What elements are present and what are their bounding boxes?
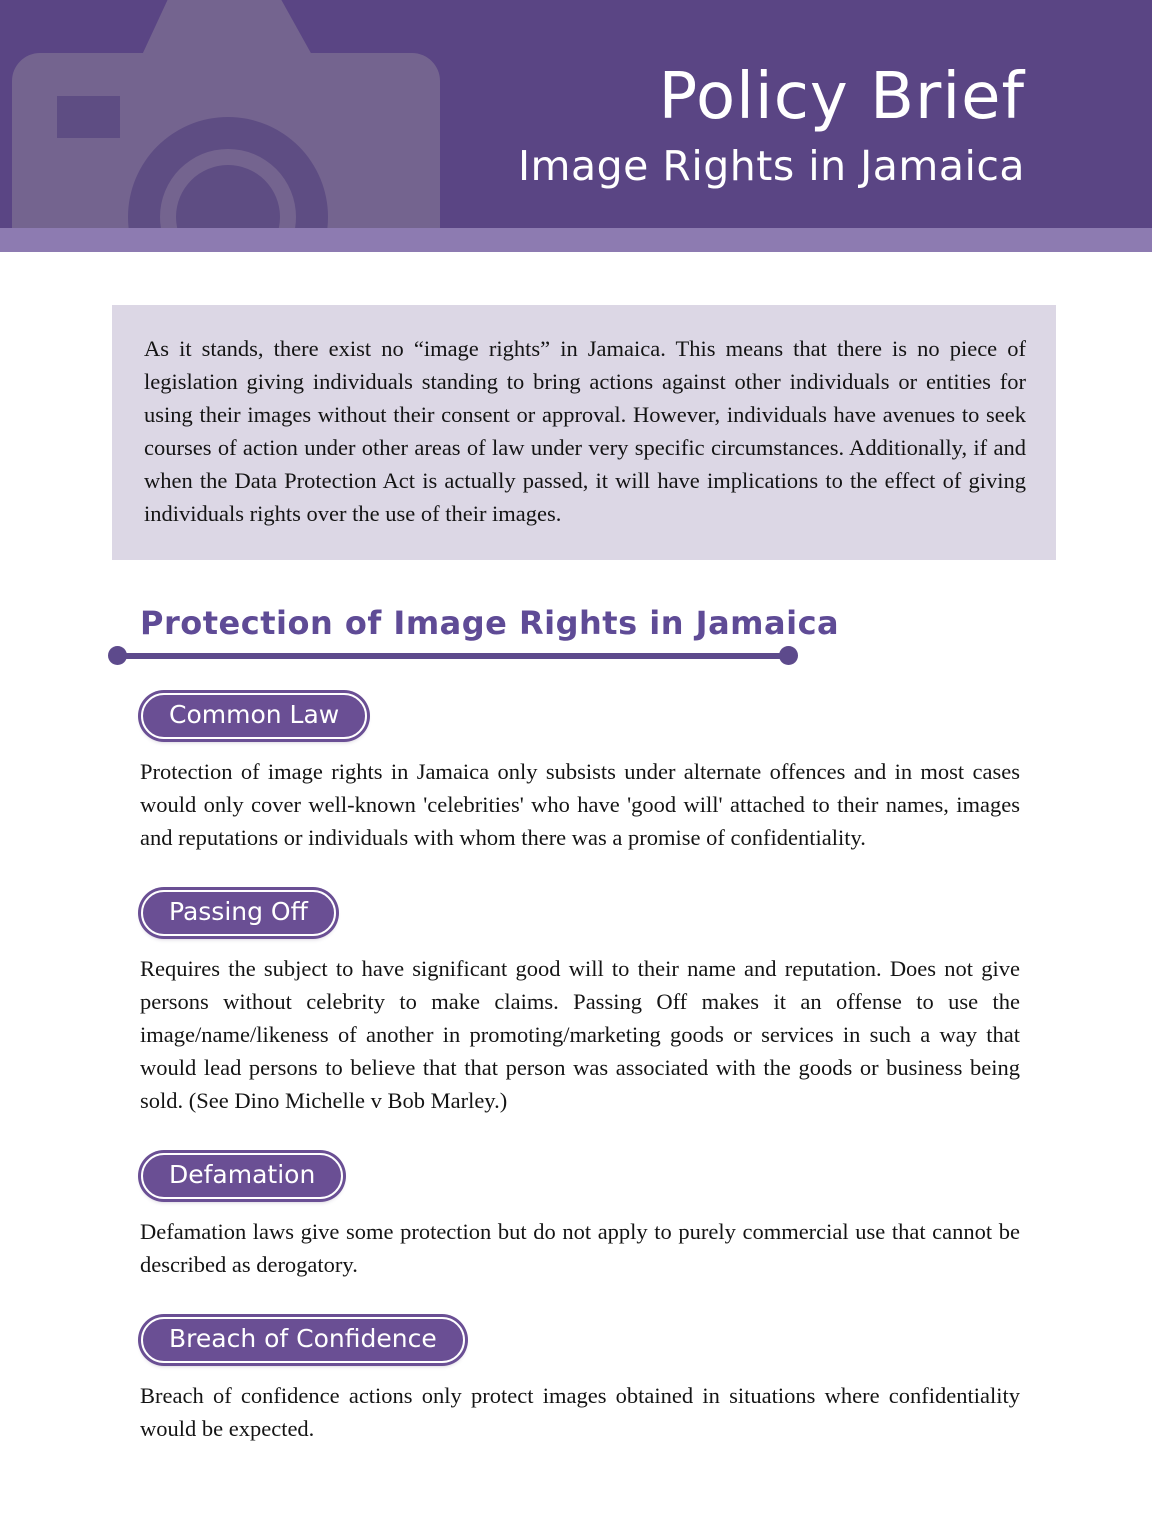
topic-passing-off	[0, 862, 1152, 1117]
rule-bar	[124, 653, 782, 659]
section-heading: Protection of Image Rights in Jamaica	[140, 604, 840, 642]
header-title-block	[518, 58, 1025, 192]
topic-paragraph-breach-of-confidence: Breach of confidence actions only protect images obtained in situations where confidentiality would be expected.	[140, 1383, 1020, 1441]
topic-paragraph-defamation: Defamation laws give some protection but do not apply to purely commercial use that cannot be described as derogatory.	[140, 1219, 1020, 1277]
topic-breach-of-confidence	[0, 1289, 1152, 1445]
intro-summary-box	[112, 305, 1056, 560]
topic-pill-defamation: Defamation	[141, 1153, 343, 1199]
intro-summary-text: As it stands, there exist no “image rights” in Jamaica. This means that there is no piece of legislation giving individuals standing to bring actions against other individuals or entities for using their images without their consent or approval. However, individuals have avenues to seek courses of action under other areas of law under very specific circumstances. Additionally, if and when the Data Protection Act is actually passed, it will have implications to the effect of giving individuals rights over the use of their images.	[144, 336, 1026, 526]
camera-flash-window	[57, 96, 120, 138]
topic-paragraph-common-law: Protection of image rights in Jamaica only subsists under alternate offences and in most cases would only cover well-known 'celebrities' who have 'good will' attached to their names, images and reputations or individuals with whom there was a promise of confidentiality.	[140, 759, 1020, 850]
header-banner	[0, 0, 1152, 228]
topic-defamation	[0, 1125, 1152, 1281]
page-subtitle: Image Rights in Jamaica	[517, 142, 1025, 190]
topic-paragraph-passing-off: Requires the subject to have significant good will to their name and reputation. Does not give persons without celebrity to make claims. Passing Off makes it an offense to use the image/name/likeness of another in promoting/marketing goods or services in such a way that would lead persons to believe that that person was associated with the goods or business being sold. (See Dino Michelle v Bob Marley.)	[140, 956, 1020, 1113]
topic-pill-passing-off: Passing Off	[141, 890, 336, 936]
rule-right-dot	[779, 646, 798, 665]
section-divider-rule	[108, 646, 798, 665]
header-accent-strip	[0, 228, 1152, 252]
camera-hump-shape	[142, 0, 312, 55]
topic-common-law	[0, 665, 1152, 854]
topic-pill-common-law: Common Law	[141, 693, 367, 739]
page-title: Policy Brief	[658, 60, 1025, 134]
camera-lens-gap	[160, 149, 296, 228]
camera-icon	[0, 0, 460, 228]
topic-pill-breach-of-confidence: Breach of Confidence	[141, 1317, 465, 1363]
camera-lens-core	[176, 165, 280, 228]
